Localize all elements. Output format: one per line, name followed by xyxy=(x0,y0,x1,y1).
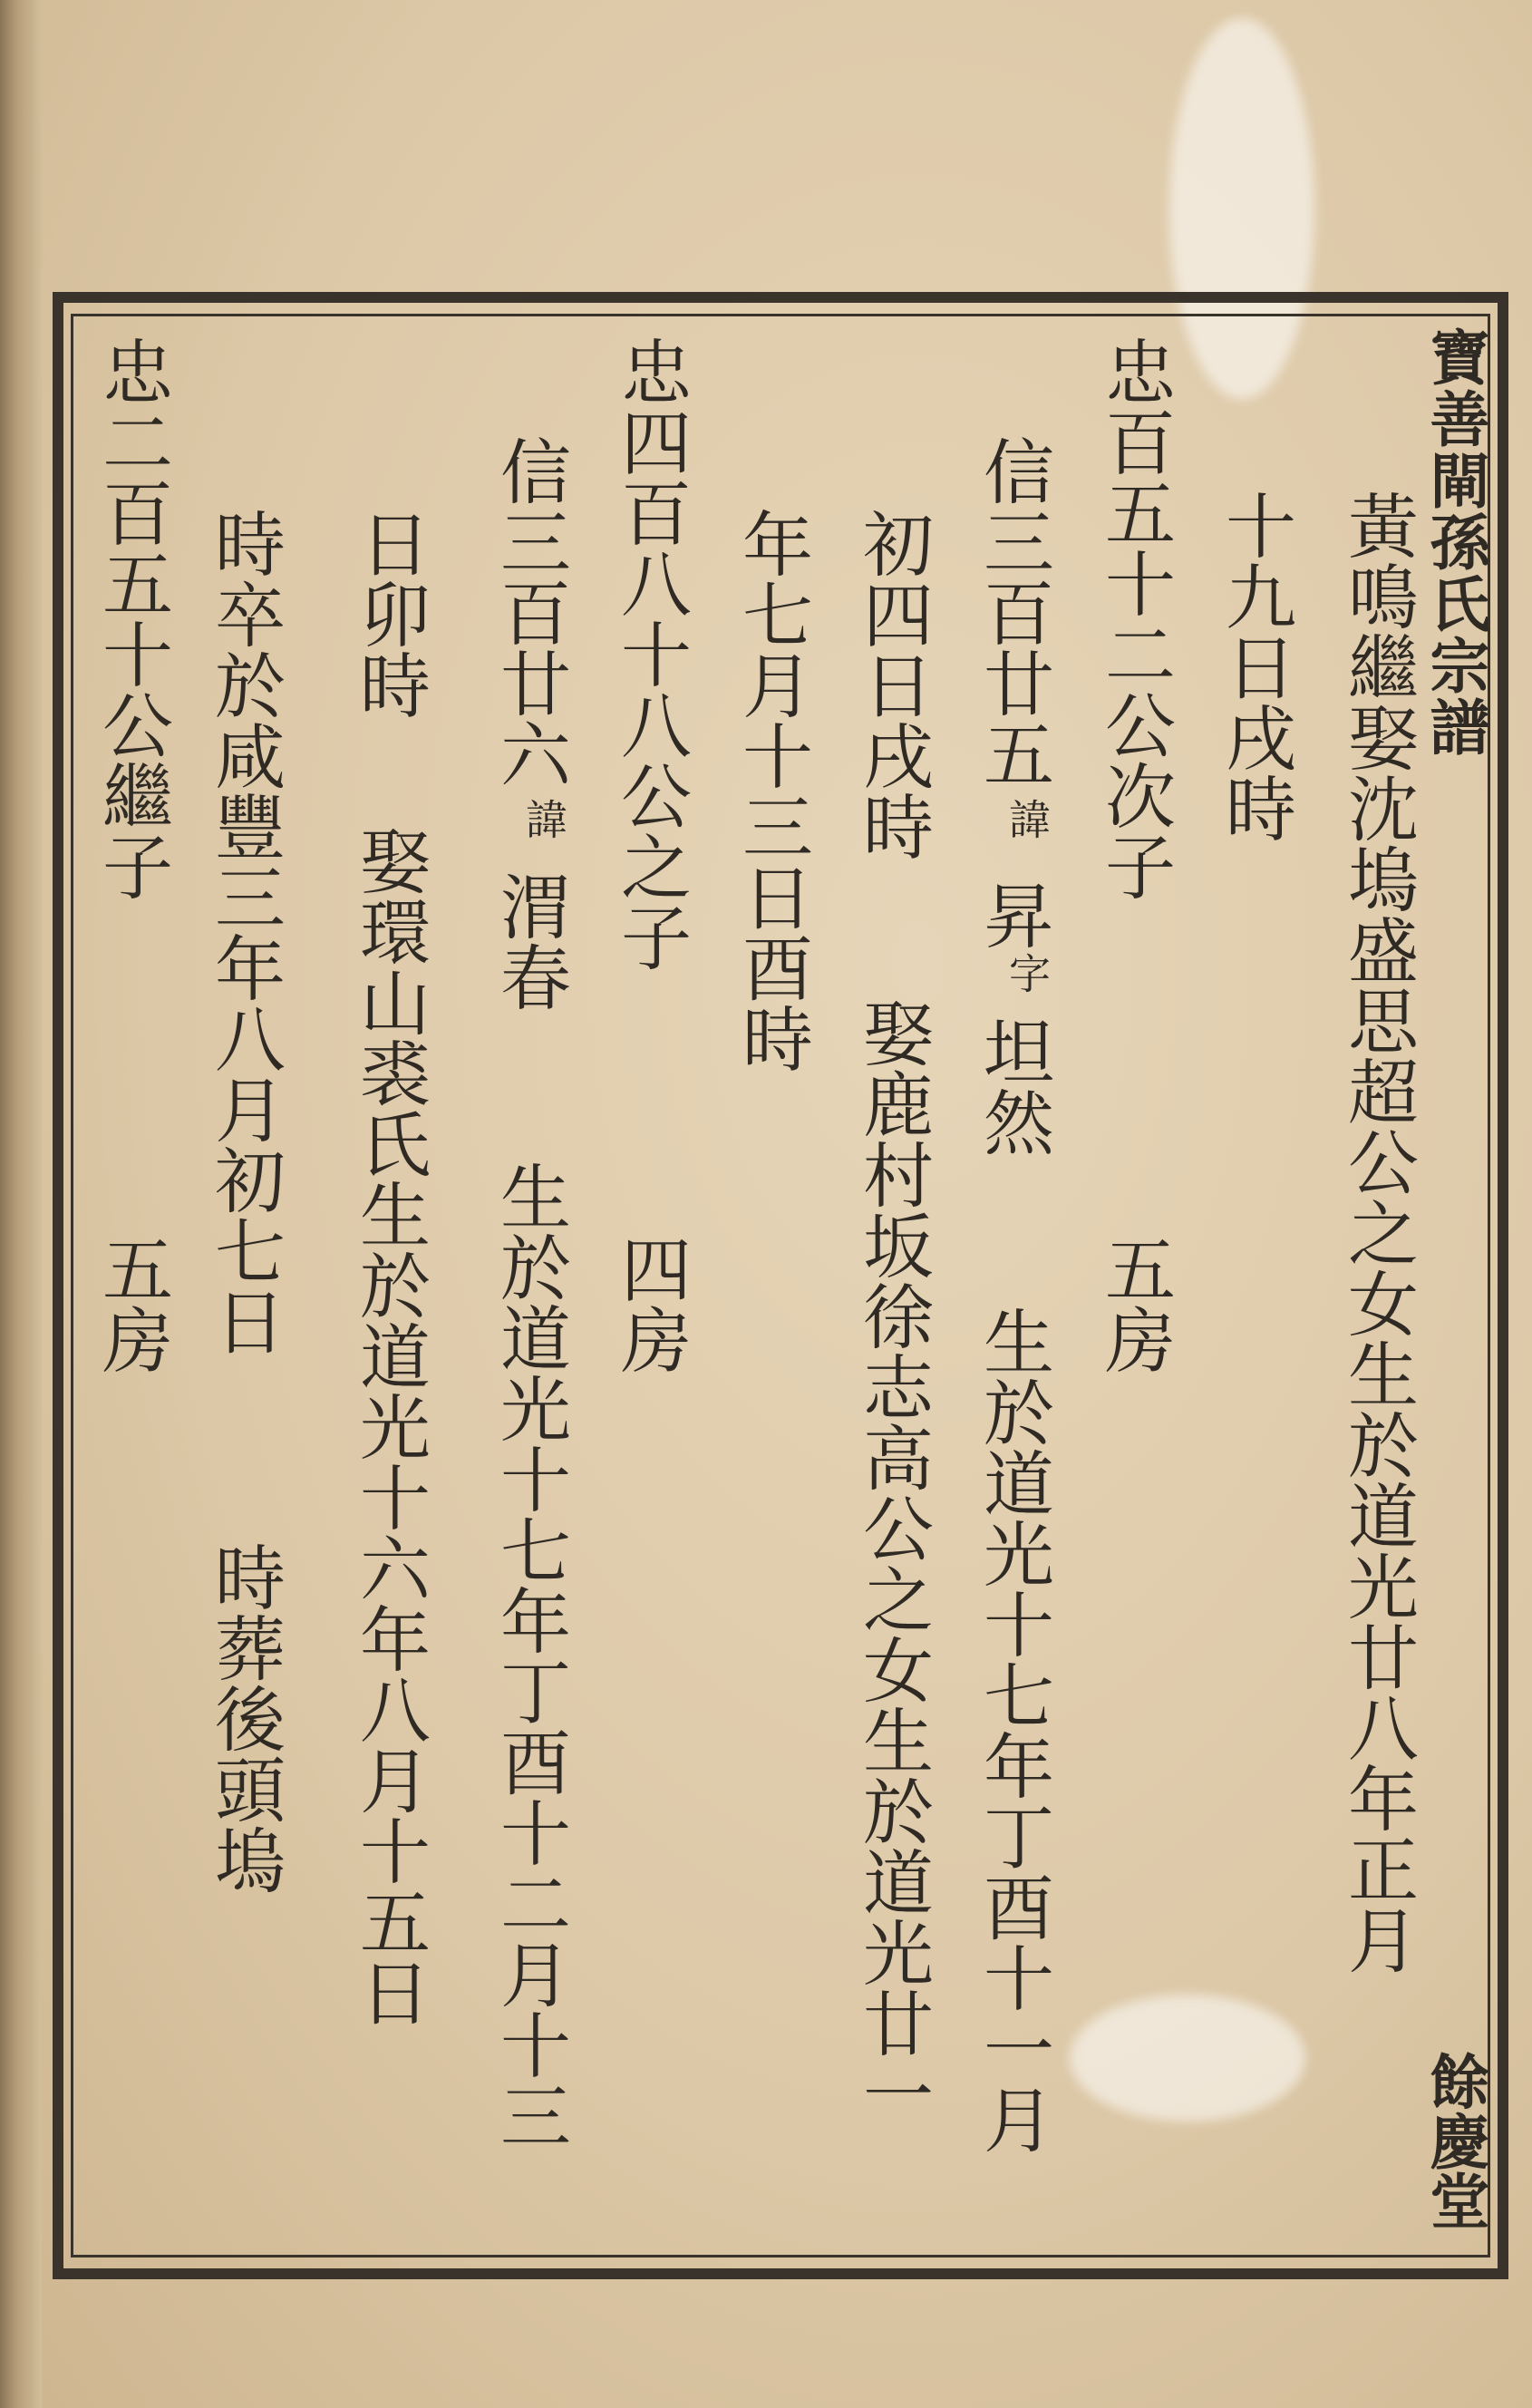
text-column: 娶鹿村坂徐志高公之女生於道光廿一 xyxy=(851,997,933,2129)
text-column: 年七月十三日酉時 xyxy=(731,508,812,1073)
book-title: 寶善閘孫氏宗譜 xyxy=(1420,326,1490,758)
text-column: 坦然 xyxy=(972,1015,1053,1157)
text-column: 忠百五十二公次子 xyxy=(1093,335,1175,901)
text-column: 娶環山裘氏生於道光十六年八月十五日 xyxy=(348,825,430,2027)
text-column: 信三百廿五 xyxy=(972,435,1053,789)
text-column: 信三百廿六 xyxy=(489,435,570,789)
text-column: 忠四百八十八公之子 xyxy=(609,335,691,972)
text-column: 昇 xyxy=(972,879,1053,950)
text-column: 渭春 xyxy=(489,870,570,1012)
text-column: 時葬後頭塢 xyxy=(203,1541,285,1895)
note-taboo: 諱 xyxy=(519,798,568,840)
banner-column xyxy=(1420,326,1490,2248)
hall-name: 餘慶堂 xyxy=(1420,2051,1490,2230)
text-column: 忠二百五十公繼子 xyxy=(91,335,172,901)
note-style: 字 xyxy=(1003,952,1052,994)
note-taboo: 諱 xyxy=(1003,798,1052,840)
text-column: 日卯時 xyxy=(348,508,430,720)
house-label: 五房 xyxy=(1093,1233,1175,1374)
house-label: 四房 xyxy=(609,1233,691,1374)
book-spine xyxy=(0,0,42,2408)
text-column: 黃鳴繼娶沈塢盛思超公之女生於道光廿八年正月 xyxy=(1336,490,1418,1975)
text-column: 初四日戌時 xyxy=(851,508,933,861)
house-label: 五房 xyxy=(91,1233,172,1374)
text-column: 生於道光十七年丁酉十一月 xyxy=(972,1306,1053,2154)
text-column: 時卒於咸豐三年八月初七日 xyxy=(203,508,285,1356)
text-column: 生於道光十七年丁酉十二月十三 xyxy=(489,1160,570,2151)
text-column: 十九日戌時 xyxy=(1214,490,1295,843)
